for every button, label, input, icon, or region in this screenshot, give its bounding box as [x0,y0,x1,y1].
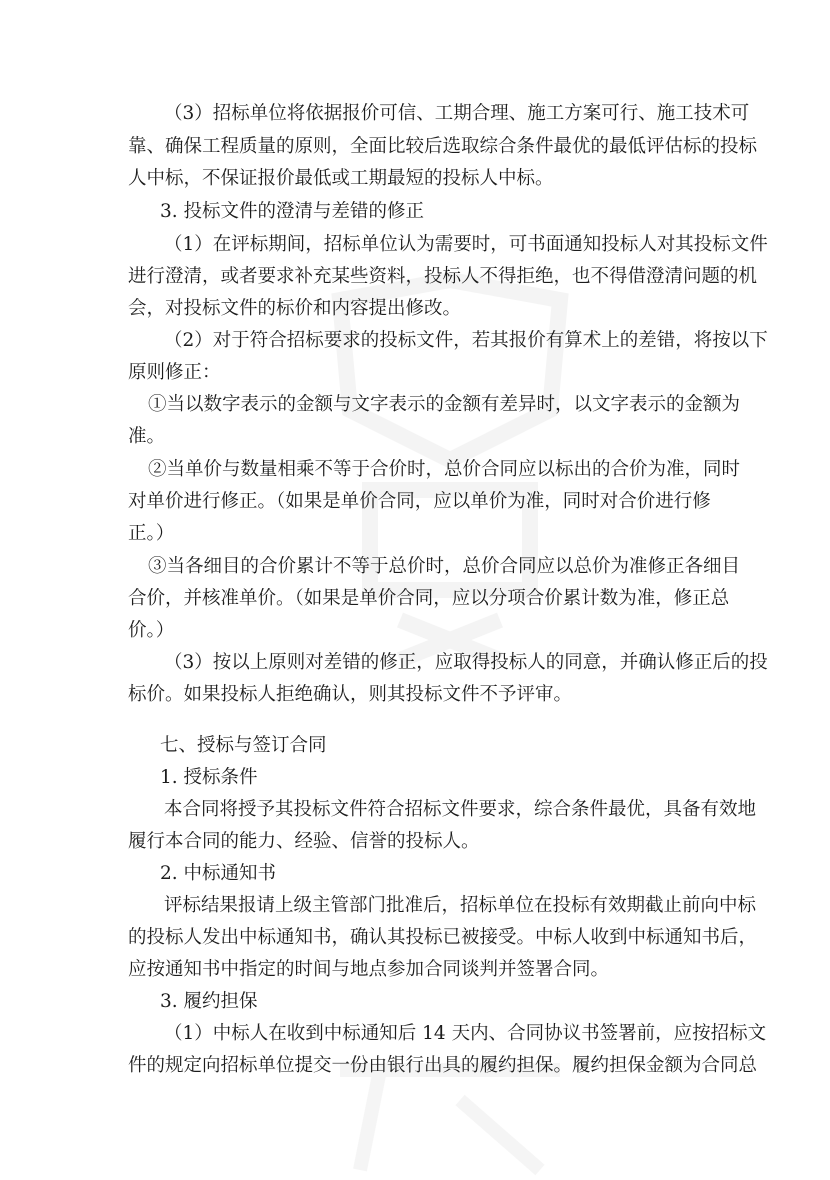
text-line: ②当单价与数量相乘不等于合价时，总价合同应以标出的合价为准，同时 [148,459,741,480]
text-line: 件的规定向招标单位提交一份由银行出具的履约担保。履约担保金额为合同总 [128,1055,758,1076]
text-line: ③当各细目的合价累计不等于总价时，总价合同应以总价为准修正各细目 [148,556,741,577]
text-line: （1）中标人在收到中标通知后 14 天内、合同协议书签署前，应按招标文 [164,1023,767,1044]
text-line: 准。 [128,426,166,447]
section-heading: 1. 授标条件 [160,767,258,788]
text-line: 合价，并核准单价。（如果是单价合同，应以分项合价累计数为准，修正总 [128,588,730,609]
text-line: 原则修正： [128,362,221,383]
text-line: 的投标人发出中标通知书，确认其投标已被接受。中标人收到中标通知书后， [128,927,758,948]
text-line: （3）按以上原则对差错的修正，应取得投标人的同意，并确认修正后的投 [164,652,768,673]
text-line: 会，对投标文件的标价和内容提出修改。 [128,298,462,319]
section-heading: 2. 中标通知书 [160,863,277,884]
text-line: 应按通知书中指定的时间与地点参加合同谈判并签署合同。 [128,959,610,980]
text-line: 人中标，不保证报价最低或工期最短的投标人中标。 [128,168,554,189]
section-heading: 3. 投标文件的澄清与差错的修正 [160,201,425,222]
text-line: ①当以数字表示的金额与文字表示的金额有差异时，以文字表示的金额为 [148,394,741,415]
text-line: 对单价进行修正。（如果是单价合同，应以单价为准，同时对合价进行修 [128,491,711,512]
text-line: 靠、确保工程质量的原则，全面比较后选取综合条件最优的最低评估标的投标 [128,136,758,157]
text-line: 评标结果报请上级主管部门批准后，招标单位在投标有效期截止前向中标 [164,895,757,916]
text-line: （2）对于符合招标要求的投标文件，若其报价有算术上的差错，将按以下 [164,330,768,351]
text-line: 正。） [128,523,175,544]
text-line: 履行本合同的能力、经验、信誉的投标人。 [128,831,480,852]
text-line: 标价。如果投标人拒绝确认，则其投标文件不予评审。 [128,684,573,705]
section-heading: 3. 履约担保 [160,991,258,1012]
text-line: 进行澄清，或者要求补充某些资料，投标人不得拒绝，也不得借澄清问题的机 [128,266,758,287]
text-line: （1）在评标期间，招标单位认为需要时，可书面通知投标人对其投标文件 [164,234,768,255]
chapter-heading: 七、授标与签订合同 [160,735,327,756]
text-line: 价。） [128,620,175,641]
text-line: 本合同将授予其投标文件符合招标文件要求，综合条件最优，具备有效地 [164,799,757,820]
text-line: （3）招标单位将依据报价可信、工期合理、施工方案可行、施工技术可 [164,103,750,124]
